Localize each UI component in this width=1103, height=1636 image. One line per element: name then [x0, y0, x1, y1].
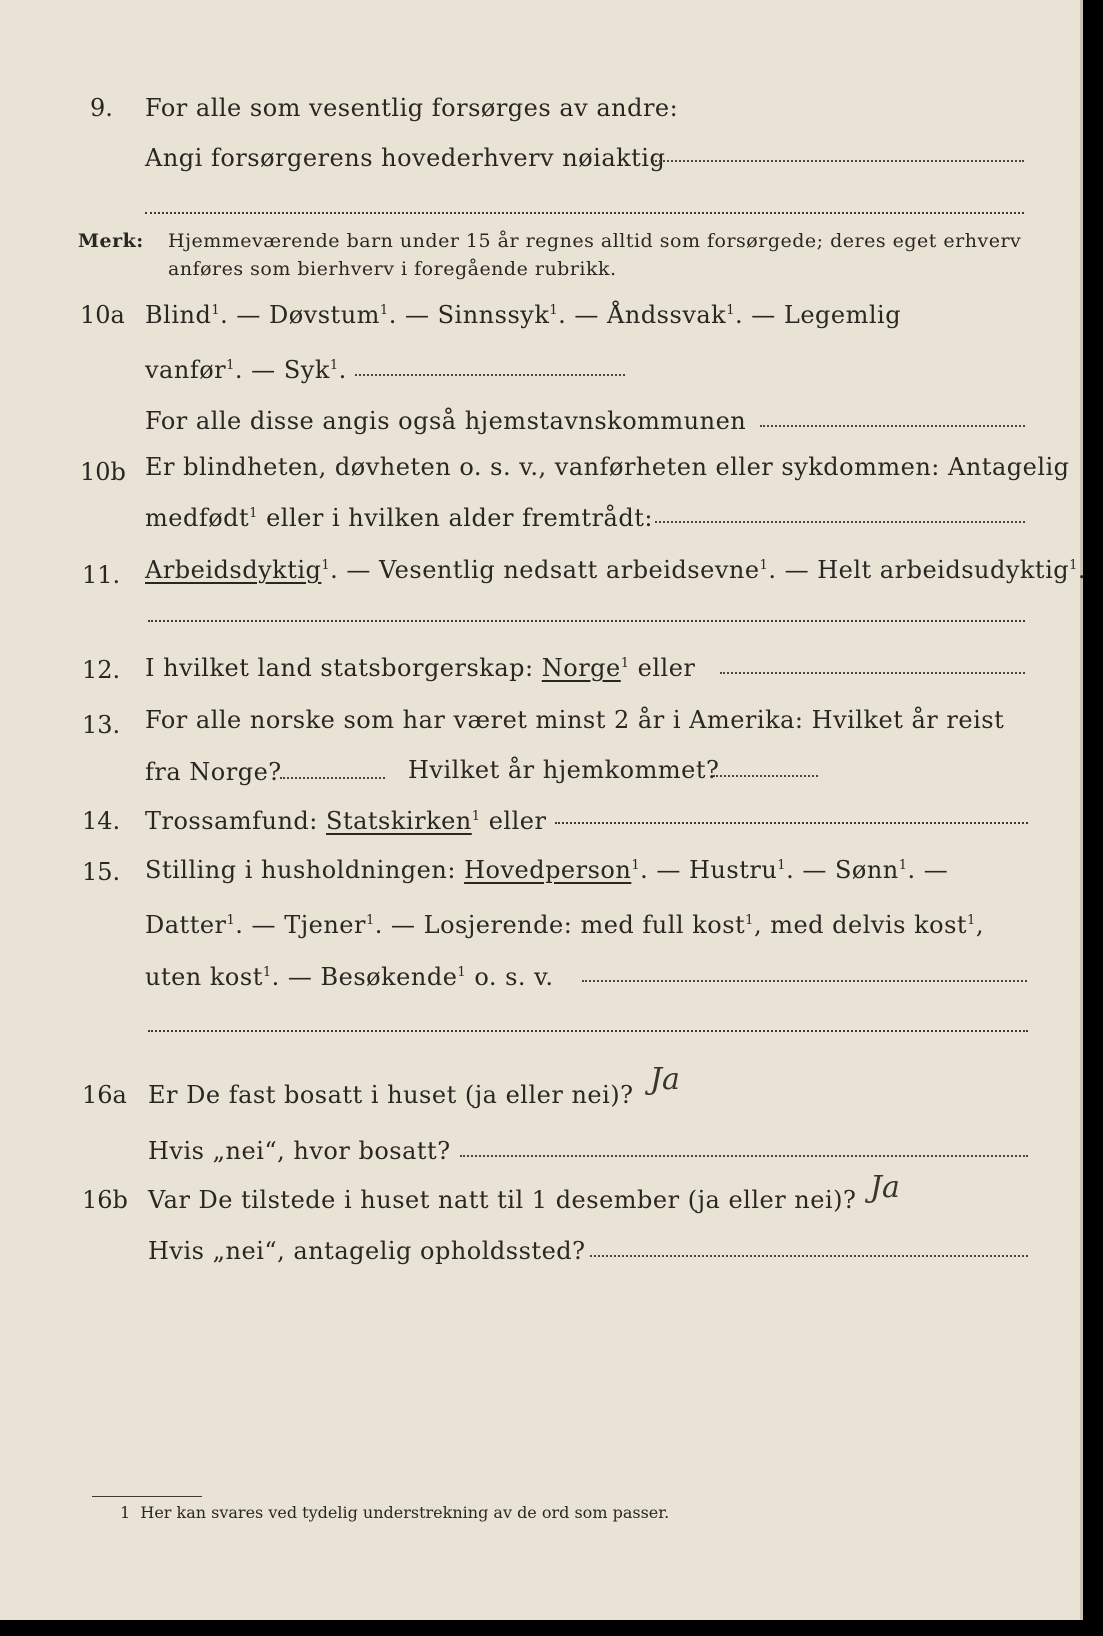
answer-blank — [760, 425, 1025, 427]
answer-blank — [590, 1255, 1028, 1257]
handwritten-answer: Ja — [870, 1170, 900, 1205]
answer-blank — [555, 822, 1028, 824]
question-text: Angi forsørgerens hovederhverv nøiaktig — [145, 144, 666, 172]
footnote-rule — [92, 1496, 202, 1497]
note-label: Merk: — [78, 230, 144, 252]
item-number: 16b — [82, 1186, 128, 1214]
question-text: Hvis „nei“, hvor bosatt? — [148, 1137, 451, 1165]
answer-blank — [148, 1030, 1028, 1032]
item-number: 11. — [82, 561, 121, 589]
marked-answer: Norge — [541, 654, 621, 682]
question-text: Arbeidsdyktig$^1$. — Vesentlig nedsatt arbeidsevne$^1$. — Helt arbeidsudyktig$^1$. — [145, 556, 1087, 584]
question-text: For alle som vesentlig forsørges av andre: — [145, 94, 679, 122]
question-text: Er De fast bosatt i huset (ja eller nei)? — [148, 1081, 634, 1109]
item-number: 15. — [82, 858, 121, 886]
item-number: 9. — [90, 94, 113, 122]
answer-blank — [355, 374, 625, 376]
item-number: 10b — [80, 458, 126, 486]
marked-answer: Statskirken — [326, 807, 472, 835]
question-text: uten kost$^1$. — Besøkende$^1$ o. s. v. — [145, 963, 554, 991]
answer-blank — [720, 672, 1025, 674]
answer-blank — [460, 1155, 1028, 1157]
footnote: 1 Her kan svares ved tydelig understrekning av de ord som passer. — [120, 1503, 670, 1522]
note-text: anføres som bierhverv i foregående rubrikk. — [168, 258, 617, 280]
question-text: I hvilket land statsborgerskap: Norge$^1$ eller — [145, 654, 696, 682]
answer-blank — [148, 620, 1025, 622]
item-number: 16a — [82, 1081, 127, 1109]
question-text: Hvilket år hjemkommet? — [408, 756, 720, 784]
question-text: vanfør$^1$. — Syk$^1$. — [145, 356, 347, 384]
item-number: 12. — [82, 656, 121, 684]
answer-blank — [145, 212, 1024, 214]
question-text: Er blindheten, døvheten o. s. v., vanførheten eller sykdommen: Antagelig — [145, 453, 1070, 481]
question-text: Hvis „nei“, antagelig opholdssted? — [148, 1237, 586, 1265]
marked-answer: Arbeidsdyktig — [145, 556, 322, 584]
answer-blank — [280, 777, 385, 779]
question-text: Trossamfund: Statskirken$^1$ eller — [145, 807, 547, 835]
item-number: 14. — [82, 807, 121, 835]
question-text: fra Norge? — [145, 758, 282, 786]
handwritten-answer: Ja — [650, 1062, 680, 1097]
answer-blank — [655, 521, 1025, 523]
item-number: 10a — [80, 301, 125, 329]
answer-blank — [652, 160, 1024, 162]
question-text: Stilling i husholdningen: Hovedperson$^1$. — Hustru$^1$. — Sønn$^1$. — — [145, 856, 949, 884]
item-number: 13. — [82, 711, 121, 739]
question-text: For alle disse angis også hjemstavnskommunen — [145, 407, 747, 435]
question-text: Blind$^1$. — Døvstum$^1$. — Sinnssyk$^1$. — Åndssvak$^1$. — Legemlig — [145, 301, 902, 329]
question-text: Datter$^1$. — Tjener$^1$. — Losjerende: med full kost$^1$, med delvis kost$^1$, — [145, 911, 984, 939]
question-text: For alle norske som har været minst 2 år i Amerika: Hvilket år reist — [145, 706, 1005, 734]
answer-blank — [713, 775, 818, 777]
marked-answer: Hovedperson — [464, 856, 632, 884]
answer-blank — [582, 980, 1027, 982]
question-text: Var De tilstede i huset natt til 1 desember (ja eller nei)? — [148, 1186, 857, 1214]
question-text: medfødt$^1$ eller i hvilken alder fremtrådt: — [145, 504, 653, 532]
note-text: Hjemmeværende barn under 15 år regnes alltid som forsørgede; deres eget erhverv — [168, 230, 1022, 252]
